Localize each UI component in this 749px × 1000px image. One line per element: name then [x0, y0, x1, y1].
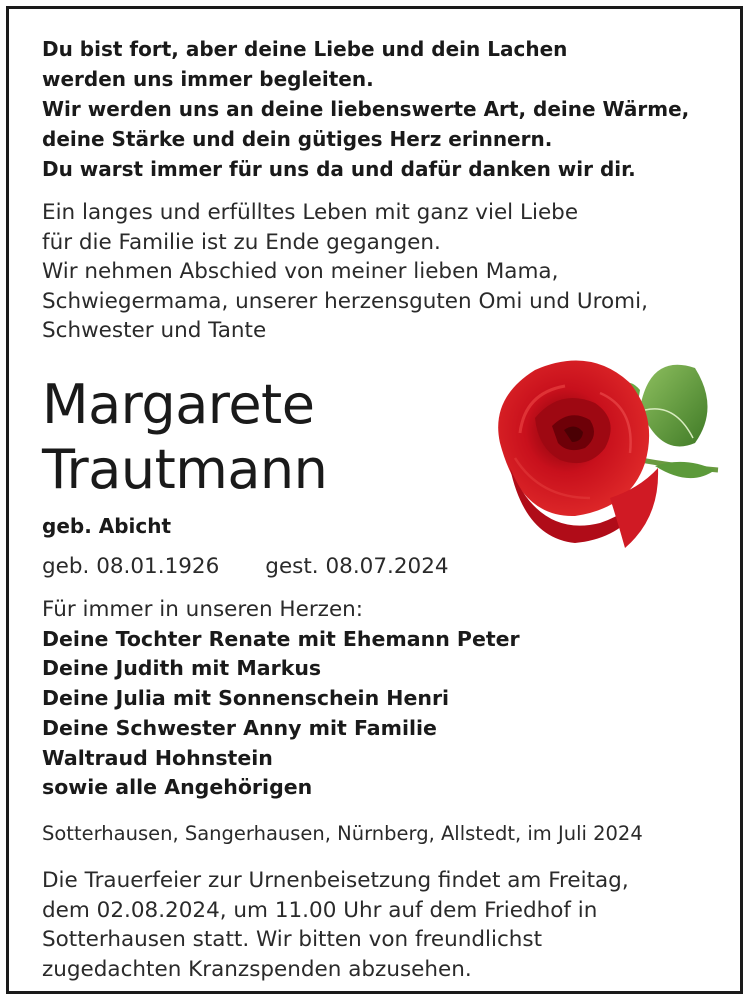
quote-line: deine Stärke und dein gütiges Herz erinnern.: [42, 127, 553, 151]
intro-line: Wir nehmen Abschied von meiner lieben Mama,: [42, 259, 559, 284]
intro-line: Schwiegermama, unserer herzensguten Omi und Uromi,: [42, 288, 648, 314]
quote-line: Du warst immer für uns da und dafür danken wir dir.: [42, 157, 636, 181]
mourner-name: Waltraud Hohnstein: [42, 745, 273, 770]
mourner-name: Deine Tochter Renate mit Ehemann Peter: [42, 626, 520, 651]
last-name: Trautmann: [42, 438, 328, 501]
intro-line: Ein langes und erfülltes Leben mit ganz viel Liebe: [42, 200, 579, 225]
first-name: Margarete: [42, 373, 315, 436]
birth-date: geb. 08.01.1926: [42, 554, 220, 579]
quote-line: werden uns immer begleiten.: [42, 67, 374, 91]
deceased-name: [42, 372, 327, 502]
service-line: Die Trauerfeier zur Urnenbeisetzung findet am Freitag,: [42, 868, 629, 893]
maiden-name: geb. Abicht: [42, 514, 172, 538]
red-rose-icon: [480, 348, 720, 558]
service-line: Sotterhausen statt. Wir bitten von freundlichst: [42, 927, 543, 952]
mourner-name: Deine Julia mit Sonnenschein Henri: [42, 686, 450, 711]
intro-text: [42, 198, 648, 346]
mourner-name: Deine Judith mit Markus: [42, 656, 322, 681]
intro-line: Schwester und Tante: [42, 318, 267, 343]
mourners-heading: Für immer in unseren Herzen:: [42, 597, 364, 622]
service-line: dem 02.08.2024, um 11.00 Uhr auf dem Friedhof in: [42, 897, 598, 923]
opening-quote: [42, 34, 689, 184]
life-dates: [42, 552, 449, 582]
funeral-service-info: [42, 866, 629, 984]
mourner-name: sowie alle Angehörigen: [42, 775, 313, 800]
mourners-list: [42, 595, 520, 803]
quote-line: Wir werden uns an deine liebenswerte Art, deine Wärme,: [42, 97, 690, 121]
places-and-date: Sotterhausen, Sangerhausen, Nürnberg, Allstedt, im Juli 2024: [42, 822, 643, 845]
mourner-name: Deine Schwester Anny mit Familie: [42, 715, 437, 740]
death-date: gest. 08.07.2024: [265, 554, 449, 579]
service-line: zugedachten Kranzspenden abzusehen.: [42, 956, 472, 982]
quote-line: Du bist fort, aber deine Liebe und dein Lachen: [42, 37, 568, 61]
intro-line: für die Familie ist zu Ende gegangen.: [42, 229, 441, 255]
